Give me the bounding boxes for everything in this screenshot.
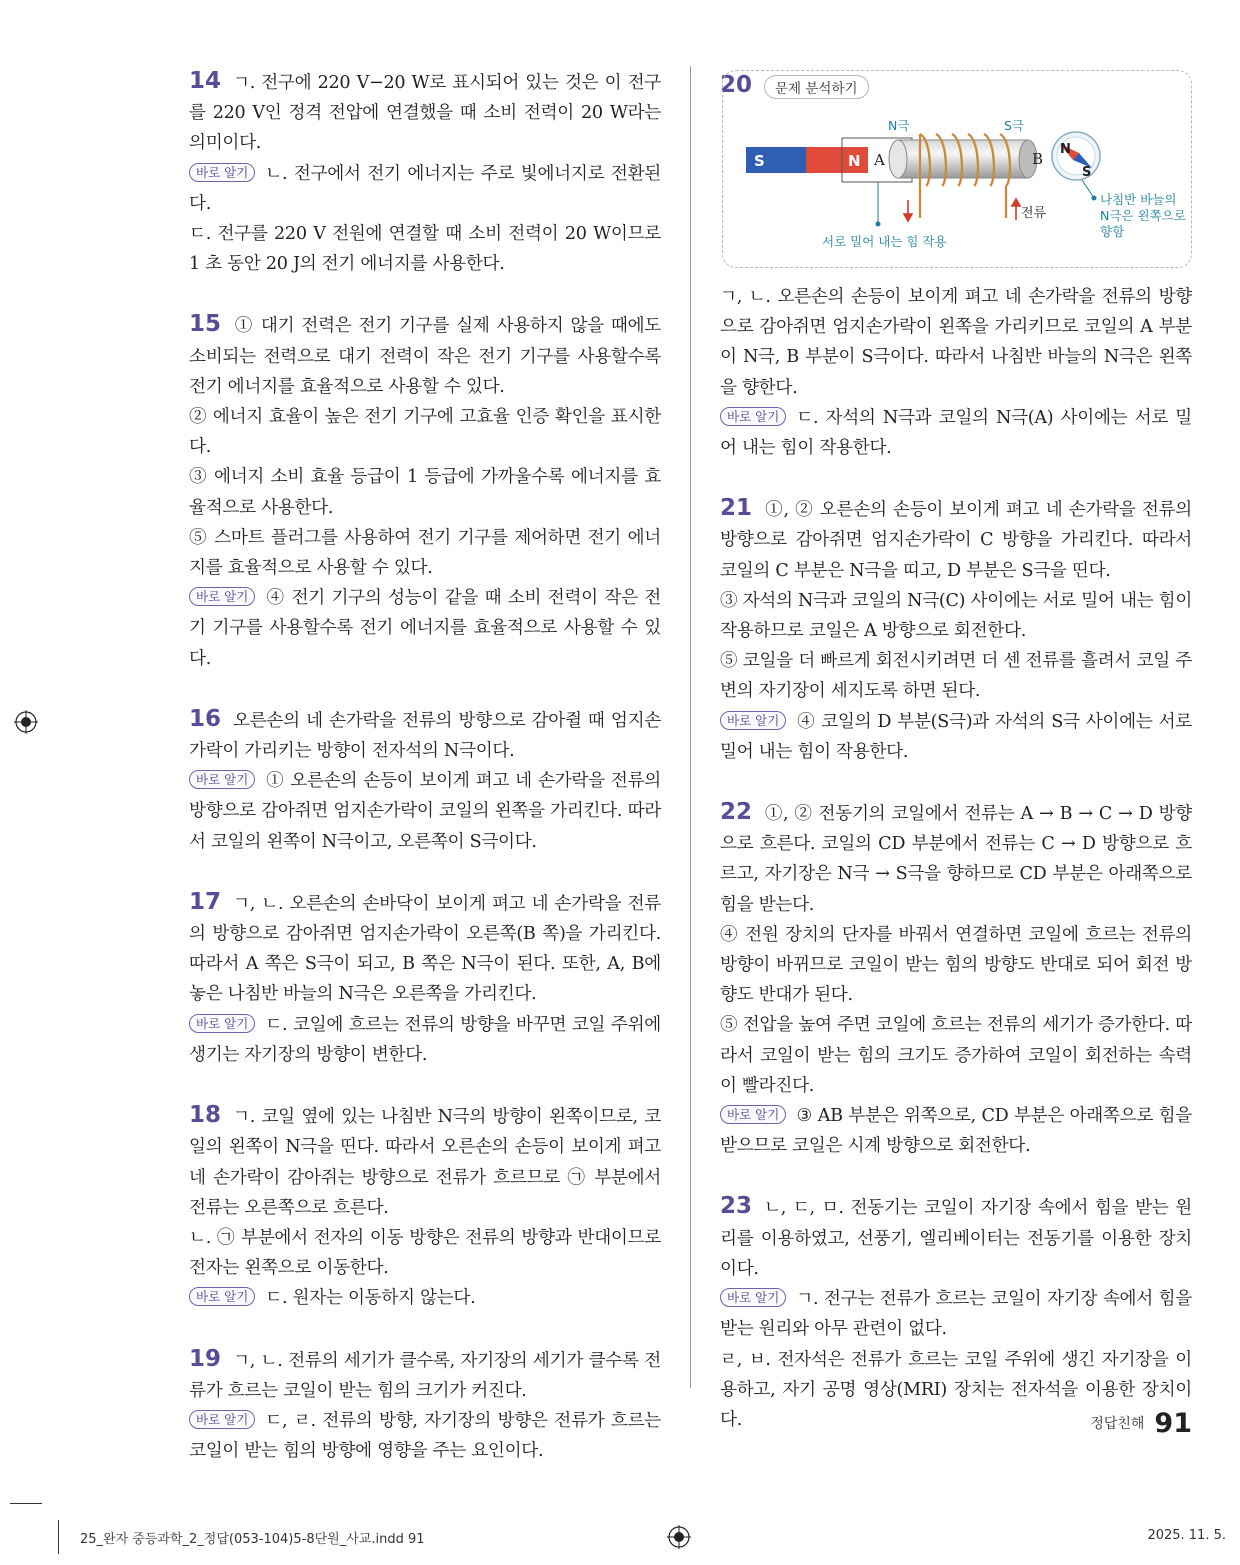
label-a: A [874, 151, 885, 169]
item-gap [189, 857, 661, 887]
crop-mark [10, 1503, 42, 1504]
question-number: 16 [189, 705, 222, 732]
print-date: 2025. 11. 5. [1147, 1528, 1226, 1543]
answer-text: ㄷ. 전구를 220 V 전원에 연결할 때 소비 전력이 20 W이므로 1 초 동안 20 J의 전기 에너지를 사용한다. [189, 224, 661, 275]
current-label: 전류 [1021, 206, 1047, 221]
answer-line [189, 219, 661, 279]
answer-text: ㄷ. 코일에 흐르는 전류의 방향을 바꾸면 코일 주위에 생기는 자기장의 방향이 변한다. [189, 1014, 661, 1065]
question-number: 23 [720, 1193, 753, 1220]
item-gap [720, 1161, 1192, 1191]
answer-text: ⑤ 스마트 플러그를 사용하여 전기 기구를 제어하면 전기 에너지를 효율적으로 사용할 수 있다. [189, 527, 661, 579]
electromagnet-diagram [722, 100, 1190, 266]
answer-item-23 [720, 1191, 1192, 1435]
item-gap [720, 767, 1192, 797]
current-arrow-up [1012, 199, 1020, 220]
answer-text: 오른손의 네 손가락을 전류의 방향으로 감아쥘 때 엄지손가락이 가리키는 방향이 전자석의 N극이다. [189, 710, 661, 762]
compass-note-line2: N극은 왼쪽으로 [1100, 208, 1186, 223]
label-b: B [1032, 150, 1044, 168]
magnet-n-label: N [848, 152, 861, 170]
answer-text: ㄴ. ㉠ 부분에서 전자의 이동 방향은 전류의 방향과 반대이므로 전자는 왼쪽으로 이동한다. [189, 1227, 661, 1279]
page-number: 91 [1154, 1408, 1192, 1439]
answer-text: ①, ② 전동기의 코일에서 전류는 A → B → C → D 방향으로 흐른다. 코일의 CD 부분에서 전류는 C → D 방향으로 흐르고, 자기장은 N극 → S극을 향하므로 CD 부분은 아래쪽으로 힘을 받는다. [720, 804, 1192, 915]
correction-badge: 바로 알기 [720, 1105, 786, 1124]
answer-line [189, 1283, 661, 1313]
answer-line [720, 707, 1192, 767]
answer-text: ③ 에너지 소비 효율 등급이 1 등급에 가까울수록 에너지를 효율적으로 사용한다. [189, 467, 661, 518]
answer-text: ④ 코일의 D 부분(S극)과 자석의 S극 사이에는 서로 밀어 내는 힘이 작용한다. [720, 711, 1192, 762]
correction-badge: 바로 알기 [189, 163, 255, 182]
registration-mark-icon [14, 710, 38, 734]
answer-line [720, 797, 1192, 920]
answer-text: ㄱ, ㄴ. 전류의 세기가 클수록, 자기장의 세기가 클수록 전류가 흐르는 코일이 받는 힘의 크기가 커진다. [189, 1350, 661, 1401]
answer-text: ㄴ. 전구에서 전기 에너지는 주로 빛에너지로 전환된다. [189, 163, 661, 214]
answer-item-17 [189, 887, 661, 1070]
answer-line [720, 586, 1192, 646]
answer-text: ①, ② 오른손의 손등이 보이게 펴고 네 손가락을 전류의 방향으로 감아쥐면 엄지손가락이 C 방향을 가리킨다. 따라서 코일의 C 부분은 N극을 띠고, D 부분은 S극을 띤다. [720, 500, 1192, 581]
compass-note-line1: 나침반 바늘의 [1100, 192, 1177, 207]
left-column [189, 66, 661, 1466]
answer-line [720, 1010, 1192, 1101]
item-gap [189, 279, 661, 309]
correction-badge: 바로 알기 [720, 711, 786, 730]
problem-analysis-tag: 문제 분석하기 [764, 75, 869, 99]
correction-badge: 바로 알기 [189, 1410, 255, 1429]
answer-text: ⑤ 코일을 더 빠르게 회전시키려면 더 센 전류를 흘려서 코일 주변의 자기장이 세지도록 하면 된다. [720, 651, 1192, 702]
right-column [720, 282, 1192, 1435]
compass-n-label: N [1060, 142, 1071, 157]
correction-badge: 바로 알기 [189, 1014, 255, 1033]
answer-text: ㄱ, ㄴ. 오른손의 손등이 보이게 펴고 네 손가락을 전류의 방향으로 감아쥐면 엄지손가락이 왼쪽을 가리키므로 코일의 A 부분이 N극, B 부분이 S극이다. 따라서 나침반 바늘의 N극은 왼쪽을 향한다. [720, 287, 1192, 398]
answer-text: ㄷ. 원자는 이동하지 않는다. [265, 1288, 476, 1309]
answer-text: ③ AB 부분은 위쪽으로, CD 부분은 아래쪽으로 힘을 받으므로 코일은 시계 방향으로 회전한다. [720, 1106, 1192, 1157]
answer-text: ② 에너지 효율이 높은 전기 기구에 고효율 인증 확인을 표시한다. [189, 407, 661, 458]
item-gap [189, 674, 661, 704]
answer-text: ③ 자석의 N극과 코일의 N극(C) 사이에는 서로 밀어 내는 힘이 작용하므로 코일은 A 방향으로 회전한다. [720, 590, 1193, 642]
magnet-s-label: S [754, 152, 765, 170]
answer-line [189, 309, 661, 402]
answer-line [189, 523, 661, 583]
coil-s-label: S극 [1004, 118, 1025, 133]
answer-item-16 [189, 704, 661, 857]
question-number: 21 [720, 495, 753, 522]
answer-line [189, 704, 661, 766]
answer-text: ④ 전기 기구의 성능이 같을 때 소비 전력이 작은 전기 기구를 사용할수록 전기 에너지를 효율적으로 사용할 수 있다. [189, 588, 661, 669]
compass-note-line3: 향함 [1100, 224, 1125, 239]
answer-line [189, 1223, 661, 1283]
item-gap [720, 463, 1192, 493]
answer-text: ㄴ, ㄷ, ㅁ. 전동기는 코일이 자기장 속에서 힘을 받는 원리를 이용하였고, 선풍기, 엘리베이터는 전동기를 이용한 장치이다. [720, 1198, 1192, 1279]
correction-badge: 바로 알기 [189, 587, 255, 606]
answer-text: ⑤ 전압을 높여 주면 코일에 흐르는 전류의 세기가 증가한다. 따라서 코일이 받는 힘의 크기도 증가하여 코일이 회전하는 속력이 빨라진다. [720, 1015, 1192, 1096]
answer-text: ㄱ. 전구는 전류가 흐르는 코일이 자기장 속에서 힘을 받는 원리와 아무 관련이 없다. [720, 1289, 1192, 1340]
file-info: 25_완자 중등과학_2_정답(053-104)5-8단원_사교.indd 91 [80, 1532, 425, 1547]
answer-line [720, 403, 1192, 463]
question-number: 22 [720, 799, 753, 826]
coil-n-label: N극 [888, 118, 910, 133]
answer-line [720, 493, 1192, 586]
answer-line [189, 583, 661, 674]
question-number-20: 20 [720, 72, 753, 98]
column-divider [690, 66, 691, 1388]
answer-text: ㄱ. 전구에 220 V−20 W로 표시되어 있는 것은 이 전구를 220 V인 정격 전압에 연결했을 때 소비 전력이 20 W라는 의미이다. [189, 73, 661, 154]
answer-text: ㄹ, ㅂ. 전자석은 전류가 흐르는 코일 주위에 생긴 자기장을 이용하고, 자기 공명 영상(MRI) 장치는 전자석을 이용한 장치이다. [720, 1349, 1192, 1430]
answer-line [720, 1284, 1192, 1344]
registration-mark-icon [667, 1525, 691, 1549]
correction-badge: 바로 알기 [720, 407, 786, 426]
question-number: 15 [189, 311, 222, 338]
answer-line [720, 282, 1192, 403]
crop-mark [58, 1520, 59, 1554]
answer-item [720, 282, 1192, 463]
answer-text: ④ 전원 장치의 단자를 바꿔서 연결하면 코일에 흐르는 전류의 방향이 바뀌므로 코일이 받는 힘의 방향도 반대로 되어 회전 방향도 반대가 된다. [720, 924, 1192, 1006]
answer-line [189, 1344, 661, 1406]
answer-line [720, 1191, 1192, 1284]
answer-line [189, 462, 661, 522]
answer-line [189, 766, 661, 857]
compass-icon [1052, 132, 1100, 180]
current-arrow-down [904, 200, 912, 221]
answer-text: ㄷ, ㄹ. 전류의 방향, 자기장의 방향은 전류가 흐르는 코일이 받는 힘의 방향에 영향을 주는 요인이다. [189, 1410, 661, 1462]
answer-line [720, 646, 1192, 706]
answer-item-15 [189, 309, 661, 673]
answer-line [189, 1100, 661, 1223]
answer-line [720, 920, 1192, 1011]
answer-text: ㄱ. 코일 옆에 있는 나침반 N극의 방향이 왼쪽이므로, 코일의 왼쪽이 N극을 띤다. 따라서 오른손의 손등이 보이게 펴고 네 손가락이 감아쥐는 방향으로 전류가 흐르므로 ㉠ 부분에서 전류는 오른쪽으로 흐른다. [189, 1107, 661, 1218]
correction-badge: 바로 알기 [189, 770, 255, 789]
item-gap [189, 1314, 661, 1344]
question-number: 19 [189, 1345, 222, 1372]
answer-item-19 [189, 1344, 661, 1467]
answer-item-21 [720, 493, 1192, 767]
repel-label: 서로 밀어 내는 힘 작용 [822, 234, 947, 249]
answer-text: ㄱ, ㄴ. 오른손의 손바닥이 보이게 펴고 네 손가락을 전류의 방향으로 감아쥐면 엄지손가락이 오른쪽(B 쪽)을 가리킨다. 따라서 A 쪽은 S극이 되고, B 쪽은 N극이 된다. 또한, A, B에 놓은 나침반 바늘의 N극은 오른쪽을 가리킨다. [189, 893, 661, 1005]
question-number: 18 [189, 1102, 222, 1129]
answer-text: ① 오른손의 손등이 보이게 펴고 네 손가락을 전류의 방향으로 감아쥐면 엄지손가락이 코일의 왼쪽을 가리킨다. 따라서 코일의 왼쪽이 N극이고, 오른쪽이 S극이다. [189, 771, 661, 852]
item-gap [189, 1070, 661, 1100]
answer-line [189, 887, 661, 1010]
answer-item-14 [189, 66, 661, 279]
correction-badge: 바로 알기 [189, 1287, 255, 1306]
section-label: 정답친해 [1090, 1416, 1145, 1432]
answer-item-22 [720, 797, 1192, 1161]
answer-line [189, 402, 661, 462]
answer-line [189, 66, 661, 159]
correction-badge: 바로 알기 [720, 1288, 786, 1307]
answer-item-18 [189, 1100, 661, 1313]
answer-line [189, 1406, 661, 1466]
answer-line [720, 1101, 1192, 1161]
question-number: 14 [189, 68, 222, 94]
compass-s-label: S [1082, 165, 1092, 180]
page-footer [1090, 1408, 1192, 1439]
answer-line [189, 159, 661, 219]
question-number: 17 [189, 888, 222, 915]
answer-text: ㄷ. 자석의 N극과 코일의 N극(A) 사이에는 서로 밀어 내는 힘이 작용한다. [720, 407, 1192, 459]
answer-text: ① 대기 전력은 전기 기구를 실제 사용하지 않을 때에도 소비되는 전력으로 대기 전력이 작은 전기 기구를 사용할수록 전기 에너지를 효율적으로 사용할 수 있다. [189, 316, 661, 397]
answer-line [189, 1010, 661, 1070]
